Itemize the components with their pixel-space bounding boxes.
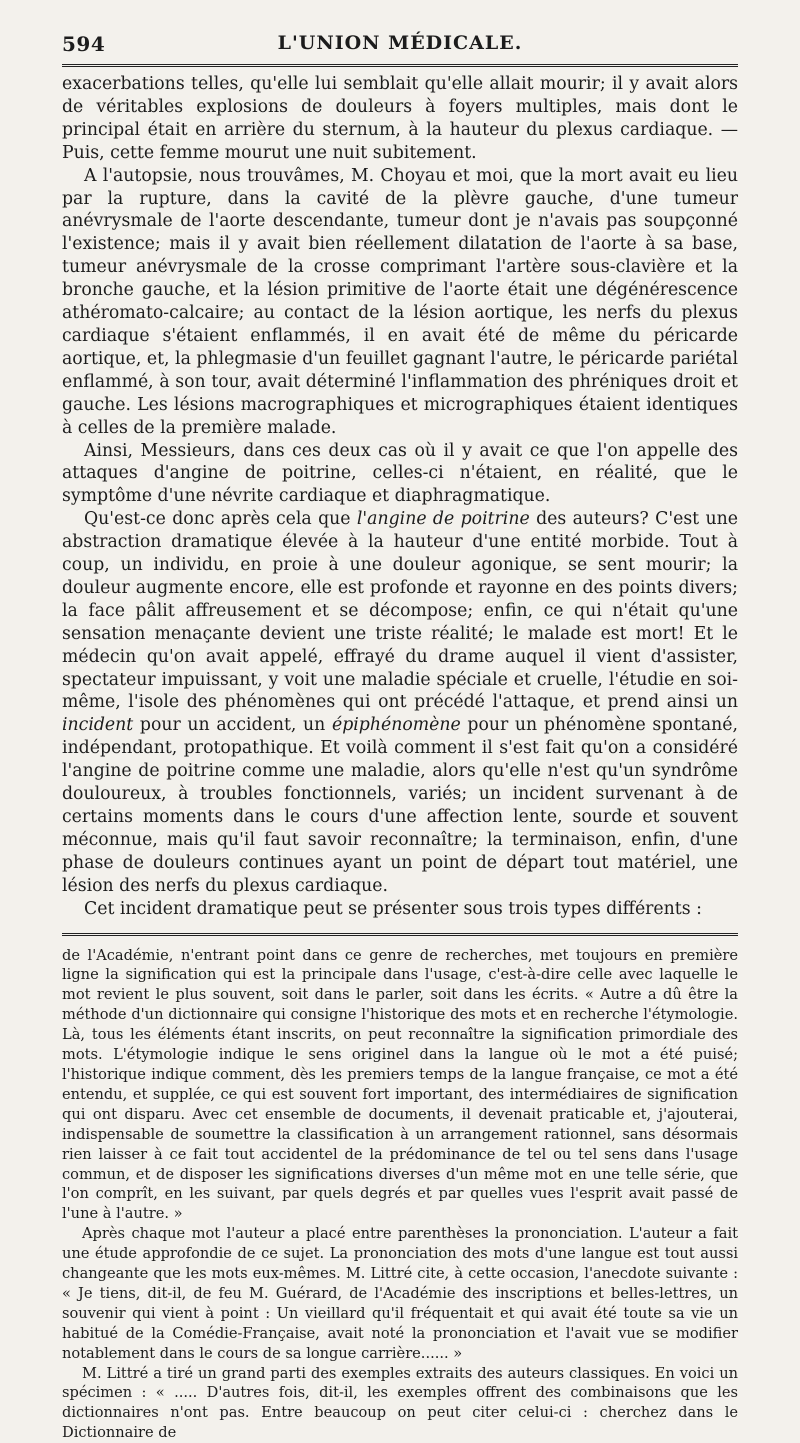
paragraph-4-emphasis-3: épiphénomène xyxy=(331,715,461,736)
paragraph-4-emphasis-1: l'angine de poitrine xyxy=(356,509,530,530)
paragraph-4-text-d: pour un phénomène spontané, indépendant, protopathique. Et voilà comment il s'est fait qu'on a considéré l'angine de poitrine comme une maladie, alors qu'elle n'est qu'un syndrôme douloureux, à troubles fonctionnels, variés; un incident survenant à de certains moments dans le cours d'une affection lente, sourde et souvent méconnue, mais qu'il faut savoir reconnaître; la terminaison, enfin, d'une phase de douleurs continues ayant un point de départ tout matériel, une lésion des nerfs du plexus cardiaque. xyxy=(62,715,738,896)
paragraph-4-text-b: des auteurs? C'est une abstraction dramatique élevée à la hauteur d'une entité morbide. Tout à coup, un individu, en proie à une douleur agonique, se sent mourir; la douleur augmente encore, elle est profonde et rayonne en des points divers; la face pâlit affreusement et se décompose; enfin, ce qui n'était qu'une sensation menaçante devient une triste réalité; le malade est mort! Et le médecin qu'on avait appelé, effrayé du drame auquel il vient d'assister, spectateur impuissant, y voit une maladie spéciale et cruelle, l'étudie en soi-même, l'isole des phénomènes qui ont précédé l'attaque, et prend ainsi un xyxy=(62,509,738,713)
footnote-section xyxy=(62,946,738,1443)
footnote-paragraph-3: M. Littré a tiré un grand parti des exemples extraits des auteurs classiques. En voici un spécimen : « ..... D'autres fois, dit-il, les exemples offrent des combinaisons que les dictionnaires n'ont pas. Entre beaucoup on peut citer celui-ci : cherchez dans le Dictionnaire de xyxy=(62,1364,738,1442)
footnote-paragraph-1: de l'Académie, n'entrant point dans ce genre de recherches, met toujours en première ligne la signification qui est la principale dans l'usage, c'est-à-dire celle avec laquelle le mot revient le plus souvent, soit dans le parler, soit dans les écrits. « Autre a dû être la méthode d'un dictionnaire qui consigne l'historique des mots et en recherche l'étymologie. Là, tous les éléments étant inscrits, on peut reconnaître la signification primordiale des mots. L'étymologie indique le sens originel dans la langue où le mot a été puisé; l'historique indique comment, dès les premiers temps de la langue française, ce mot a été entendu, et supplée, ce qui est souvent fort important, des intermédiaires de signification qui ont disparu. Avec cet ensemble de documents, il devenait praticable et, j'ajouterai, indispensable de soumettre la classification à un arrangement rationnel, sans désormais rien laisser à ce fait tout accidentel de la prédominance de tel ou tel sens dans l'usage commun, et de disposer les significations diverses d'un même mot en une telle série, que l'on comprît, en les suivant, par quels degrés et par quelles vues l'esprit avait passé de l'une à l'autre. » xyxy=(62,946,738,1223)
footnote-paragraph-2: Après chaque mot l'auteur a placé entre parenthèses la prononciation. L'auteur a fait une étude approfondie de ce sujet. La prononciation des mots d'une langue est tout aussi changeante que les mots eux-mêmes. M. Littré cite, à cette occasion, l'anecdote suivante : « Je tiens, dit-il, de feu M. Guérard, de l'Académie des inscriptions et belles-lettres, un souvenir qui vient à point : Un vieillard qu'il fréquentait et qui avait été toute sa vie un habitué de la Comédie-Française, avait noté la prononciation et l'avait vue se modifier notablement dans le cours de sa longue carrière...... » xyxy=(62,1225,738,1362)
paragraph-2: A l'autopsie, nous trouvâmes, M. Choyau et moi, que la mort avait eu lieu par la rupture, dans la cavité de la plèvre gauche, d'une tumeur anévrysmale de l'aorte descendante, tumeur dont je n'avais pas soupçonné l'existence; mais il y avait bien réellement dilatation de l'aorte à sa base, tumeur anévrysmale de la crosse comprimant l'artère sous-clavière et la bronche gauche, et la lésion primitive de l'aorte était une dégénérescence athéromato-calcaire; au contact de la lésion aortique, les nerfs du plexus cardiaque s'étaient enflammés, il en avait été de même du péricarde aortique, et, la phlegmasie d'un feuillet gagnant l'autre, le péricarde pariétal enflammé, à son tour, avait déterminé l'inflammation des phréniques droit et gauche. Les lésions macrographiques et micrographiques étaient identiques à celles de la première malade. xyxy=(62,165,738,438)
paragraph-4 xyxy=(62,508,738,897)
paragraph-5: Cet incident dramatique peut se présenter sous trois types différents : xyxy=(84,898,702,919)
paragraph-3: Ainsi, Messieurs, dans ces deux cas où il y avait ce que l'on appelle des attaques d'angine de poitrine, celles-ci n'étaient, en réalité, que le symptôme d'une névrite cardiaque et diaphragmatique. xyxy=(62,440,738,507)
main-text xyxy=(62,73,738,921)
paragraph-4-text-a: Qu'est-ce donc après cela que xyxy=(84,509,357,530)
header-rule xyxy=(62,64,738,67)
page-number: 594 xyxy=(62,32,106,56)
paragraph-4-emphasis-2: incident xyxy=(62,715,134,736)
paragraph-4-text-c: pour un accident, un xyxy=(133,715,332,736)
running-title: L'UNION MÉDICALE. xyxy=(277,32,523,54)
page-header xyxy=(62,26,738,64)
footnote-divider xyxy=(62,933,738,936)
paragraph-1: exacerbations telles, qu'elle lui semblait qu'elle allait mourir; il y avait alors de véritables explosions de douleurs à foyers multiples, mais dont le principal était en arrière du sternum, à la hauteur du plexus cardiaque. —Puis, cette femme mourut une nuit subitement. xyxy=(62,74,738,163)
